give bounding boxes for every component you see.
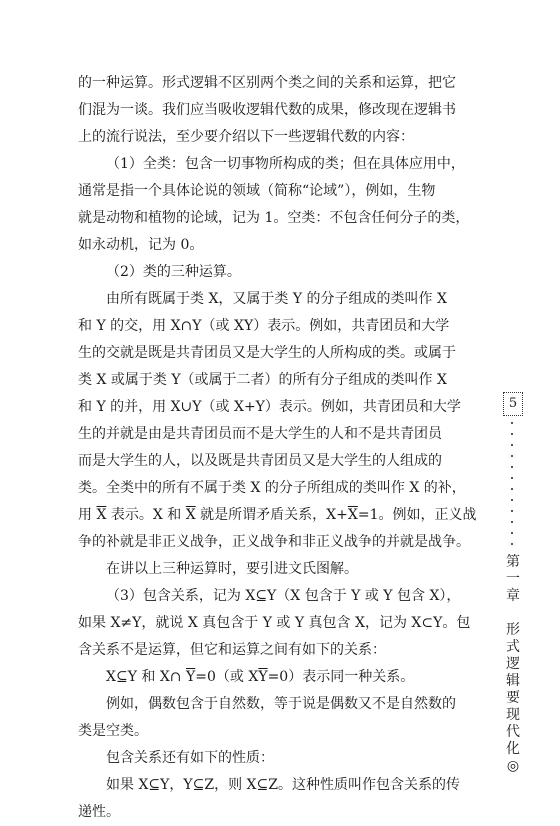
text-line: （3）包含关系，记为 X⊆Y（X 包含于 Y 或 Y 包含 X）， bbox=[106, 588, 461, 604]
text-line: 的一种运算。形式逻辑不区别两个类之间的关系和运算，把它 bbox=[78, 75, 456, 91]
text-line: 上的流行说法，至少要介绍以下一些逻辑代数的内容： bbox=[78, 129, 414, 145]
text-line: 争的补就是非正义战争，正义战争和非正义战争的并就是战争。 bbox=[78, 534, 470, 550]
text-line bbox=[78, 502, 488, 529]
chapter-char: 形 bbox=[506, 622, 520, 638]
ornament-icon: ◎ bbox=[506, 758, 520, 774]
page-number: 5 bbox=[503, 392, 523, 416]
text-line: 含关系不是运算，但它和运算之间有如下的关系： bbox=[78, 642, 386, 658]
text-line: 们混为一谈。我们应当吸收逻辑代数的成果，修改现在逻辑书 bbox=[78, 102, 456, 118]
text-line: （1）全类：包含一切事物所构成的类；但在具体应用中， bbox=[106, 156, 465, 172]
chapter-char: 化 bbox=[506, 741, 520, 757]
chapter-char: 现 bbox=[506, 707, 520, 723]
text-line: （2）类的三种运算。 bbox=[106, 264, 241, 280]
text-fragment: 用 bbox=[78, 507, 97, 523]
text-fragment: 表示。X 和 bbox=[106, 507, 186, 523]
text-line: 包含关系还有如下的性质： bbox=[106, 750, 274, 766]
complement-symbol: $\overline{Y}$ bbox=[258, 669, 268, 685]
complement-symbol: $\overline{X}$ bbox=[185, 507, 196, 523]
text-line: 生的交就是既是共青团员又是大学生的人所构成的类。或属于 bbox=[78, 345, 456, 361]
chapter-char: 逻 bbox=[506, 656, 520, 672]
complement-symbol: $\overline{X}$ bbox=[347, 507, 358, 523]
complement-symbol: $\overline{X}$ bbox=[96, 507, 107, 523]
chapter-title bbox=[498, 554, 528, 775]
side-margin bbox=[498, 392, 528, 775]
chapter-char: 第 bbox=[506, 554, 520, 570]
chapter-char: 一 bbox=[506, 571, 520, 587]
text-line: 生的并就是由是共青团员而不是大学生的人和不是共青团员 bbox=[78, 426, 442, 442]
text-line bbox=[78, 664, 488, 691]
chapter-char: 要 bbox=[506, 690, 520, 706]
text-line: 如果 X⊆Y，Y⊆Z，则 X⊆Z。这种性质叫作包含关系的传 bbox=[106, 777, 460, 793]
text-line: 递性。 bbox=[78, 804, 120, 820]
chapter-char: 辑 bbox=[506, 673, 520, 689]
chapter-char: 代 bbox=[506, 724, 520, 740]
text-fragment: X⊆Y 和 X∩ bbox=[106, 669, 186, 685]
text-fragment: =1。例如，正义战 bbox=[357, 507, 477, 523]
text-line: 类是空类。 bbox=[78, 723, 148, 739]
chapter-char: 章 bbox=[506, 588, 520, 604]
text-line: 通常是指一个具体论说的领域（简称“论域”），例如，生物 bbox=[78, 183, 436, 199]
text-line: 和 Y 的交，用 X∩Y（或 XY）表示。例如，共青团员和大学 bbox=[78, 318, 450, 334]
text-fragment: =0）表示同一种关系。 bbox=[267, 669, 415, 685]
text-line: 就是动物和植物的论域，记为 1。空类：不包含任何分子的类， bbox=[78, 210, 470, 226]
text-line: 例如，偶数包含于自然数，等于说是偶数又不是自然数的 bbox=[106, 696, 456, 712]
text-fragment: =0（或 X bbox=[195, 669, 259, 685]
chapter-char: 式 bbox=[506, 639, 520, 655]
text-line: 如果 X≠Y，就说 X 真包含于 Y 或 Y 真包含 X，记为 X⊂Y。包 bbox=[78, 615, 471, 631]
chapter-spacer bbox=[498, 605, 528, 622]
text-line: 由所有既属于类 X，又属于类 Y 的分子组成的类叫作 X bbox=[106, 291, 447, 307]
text-line: 类 X 或属于类 Y（或属于二者）的所有分子组成的类叫作 X bbox=[78, 372, 447, 388]
dotted-rule bbox=[511, 422, 513, 545]
text-line: 而是大学生的人，以及既是共青团员又是大学生的人组成的 bbox=[78, 453, 442, 469]
body-text bbox=[78, 70, 488, 826]
text-fragment: 就是所谓矛盾关系，X+ bbox=[195, 507, 348, 523]
text-line: 在讲以上三种运算时，要引进文氏图解。 bbox=[106, 561, 358, 577]
text-line: 和 Y 的并，用 X∪Y（或 X+Y）表示。例如，共青团员和大学 bbox=[78, 399, 461, 415]
text-line: 如永动机，记为 0。 bbox=[78, 237, 204, 253]
text-line: 类。全类中的所有不属于类 X 的分子所组成的类叫作 X 的补， bbox=[78, 480, 466, 496]
complement-symbol: $\overline{Y}$ bbox=[186, 669, 196, 685]
